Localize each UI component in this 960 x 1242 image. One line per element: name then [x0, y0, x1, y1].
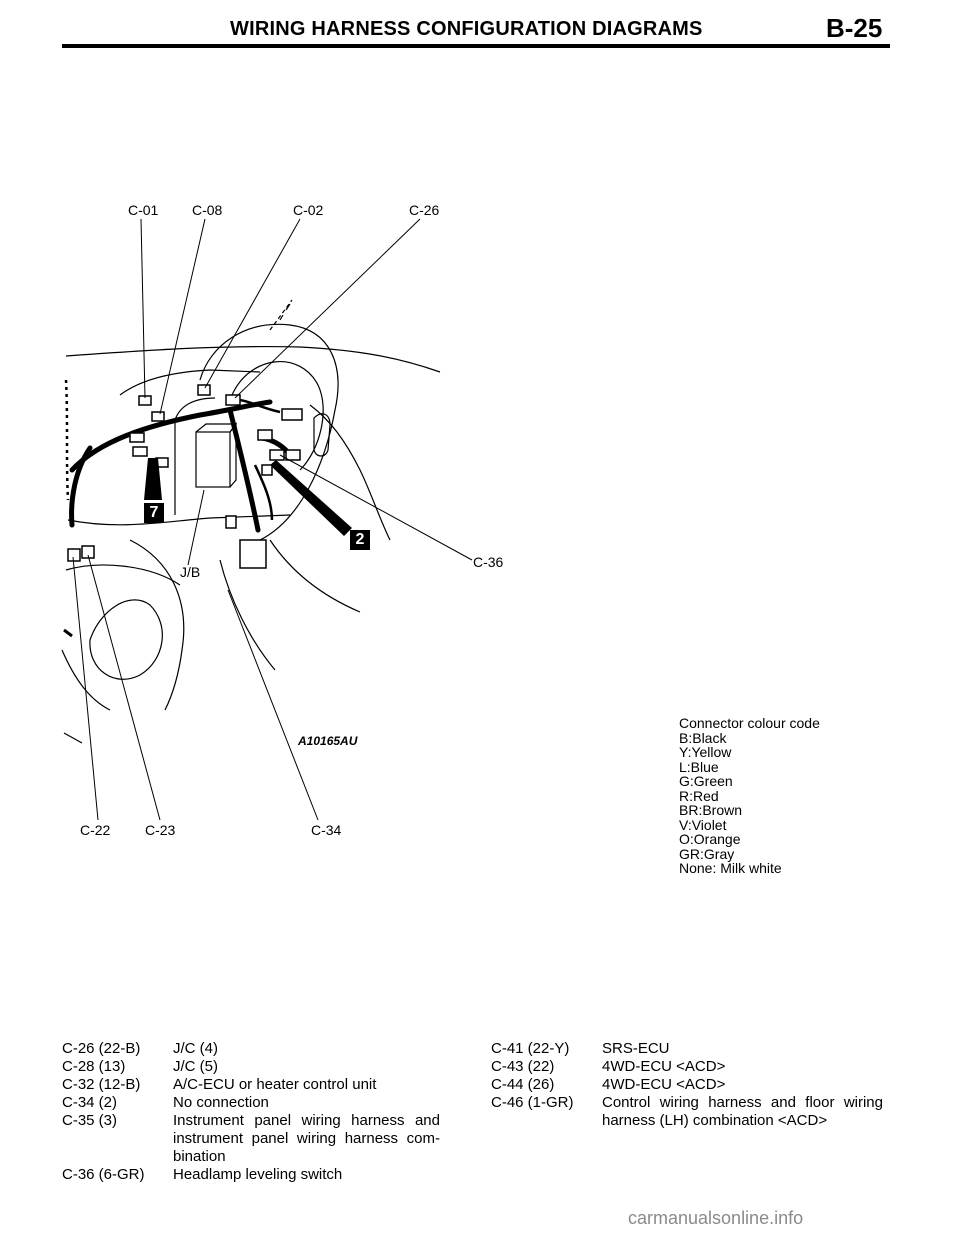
dash-outline-upper [66, 347, 440, 372]
leader-jb [188, 490, 204, 565]
callout-c02: C-02 [293, 202, 324, 218]
console-right [130, 540, 184, 710]
connector-c22 [68, 549, 80, 561]
shifter-boot [90, 600, 162, 679]
connector-desc: Instrument panel wiring harness and instrument panel wiring harness com- bination [173, 1112, 440, 1165]
connector-table-right [491, 1040, 883, 1130]
connector-code: C-28 (13) [62, 1058, 126, 1075]
leader-c23 [88, 555, 160, 820]
console-line-2 [62, 650, 110, 710]
table-row [62, 1112, 440, 1166]
connector-table-left [62, 1040, 440, 1184]
callout-jb: J/B [180, 564, 201, 580]
legend-item: G:Green [679, 773, 733, 789]
vent-right [314, 414, 330, 456]
connector-desc: 4WD-ECU <ACD> [602, 1058, 726, 1075]
connector-desc: SRS-ECU [602, 1040, 670, 1057]
connector-code: C-41 (22-Y) [491, 1040, 570, 1057]
connector-desc: J/C (5) [173, 1058, 218, 1075]
callout-c22: C-22 [80, 822, 111, 838]
table-row [491, 1058, 883, 1076]
page-number: B-25 [826, 13, 883, 43]
connector-code: C-36 (6-GR) [62, 1166, 145, 1183]
legend-item: BR:Brown [679, 802, 743, 818]
figure-code: A10165AU [298, 734, 358, 748]
connector-code: C-46 (1-GR) [491, 1094, 574, 1111]
leader-c26 [235, 219, 420, 398]
table-row [491, 1076, 883, 1094]
watermark-link[interactable]: carmanualsonline.info [628, 1208, 804, 1228]
table-row [62, 1076, 440, 1094]
legend-item: Y:Yellow [679, 744, 732, 760]
connector-code: C-26 (22-B) [62, 1040, 141, 1057]
legend-title: Connector colour code [679, 715, 820, 731]
connector-code: C-44 (26) [491, 1076, 555, 1093]
table-row [62, 1166, 440, 1184]
harness-center-drop [230, 410, 258, 530]
connector-code: C-43 (22) [491, 1058, 555, 1075]
connector-desc: 4WD-ECU <ACD> [602, 1076, 726, 1093]
leader-c01 [141, 219, 145, 398]
connector-desc: Headlamp leveling switch [173, 1166, 343, 1183]
legend-item: O:Orange [679, 831, 741, 847]
connector-c02 [198, 385, 210, 395]
page-title: WIRING HARNESS CONFIGURATION DIAGRAMS [230, 18, 703, 40]
connector-desc: No connection [173, 1094, 269, 1111]
callout-c36: C-36 [473, 554, 504, 570]
pedal-line [220, 560, 275, 670]
connector-desc: Control wiring harness and floor wiring harness (LH) combination <ACD> [602, 1094, 883, 1129]
legend-item: L:Blue [679, 758, 719, 775]
legend-item: R:Red [679, 787, 719, 804]
badge-2: 2 [350, 530, 370, 550]
table-row [62, 1040, 440, 1058]
legend-item: None: Milk white [679, 860, 782, 876]
connector-desc: J/C (4) [173, 1040, 218, 1057]
legend-item: V:Violet [679, 816, 727, 833]
legend-item: B:Black [679, 729, 727, 746]
callout-c08: C-08 [192, 202, 223, 218]
callout-c23: C-23 [145, 822, 176, 838]
legend-item: GR:Gray [679, 845, 735, 862]
badge-7: 7 [144, 503, 164, 523]
floor-line [64, 733, 82, 743]
steering-column-dash [270, 300, 292, 330]
table-row [62, 1094, 440, 1112]
connector-colour-legend [679, 716, 820, 876]
panel-lower-right [270, 540, 360, 612]
callout-c01: C-01 [128, 202, 159, 218]
connector-code: C-32 (12-B) [62, 1076, 141, 1093]
table-row [491, 1094, 883, 1130]
leader-c22 [73, 557, 98, 820]
connector-code: C-34 (2) [62, 1094, 118, 1111]
leader-c34 [228, 590, 318, 820]
console-left [66, 565, 180, 585]
junction-block [196, 432, 230, 487]
connector-code: C-35 (3) [62, 1112, 118, 1129]
connector-c26 [226, 395, 240, 405]
callout-c34: C-34 [311, 822, 342, 838]
leader-c36 [280, 455, 472, 560]
callout-c26: C-26 [409, 202, 440, 218]
table-row [491, 1040, 883, 1058]
leader-c02 [205, 219, 300, 388]
connector-desc: A/C-ECU or heater control unit [173, 1076, 377, 1093]
connector-c08 [152, 412, 164, 421]
table-row [62, 1058, 440, 1076]
